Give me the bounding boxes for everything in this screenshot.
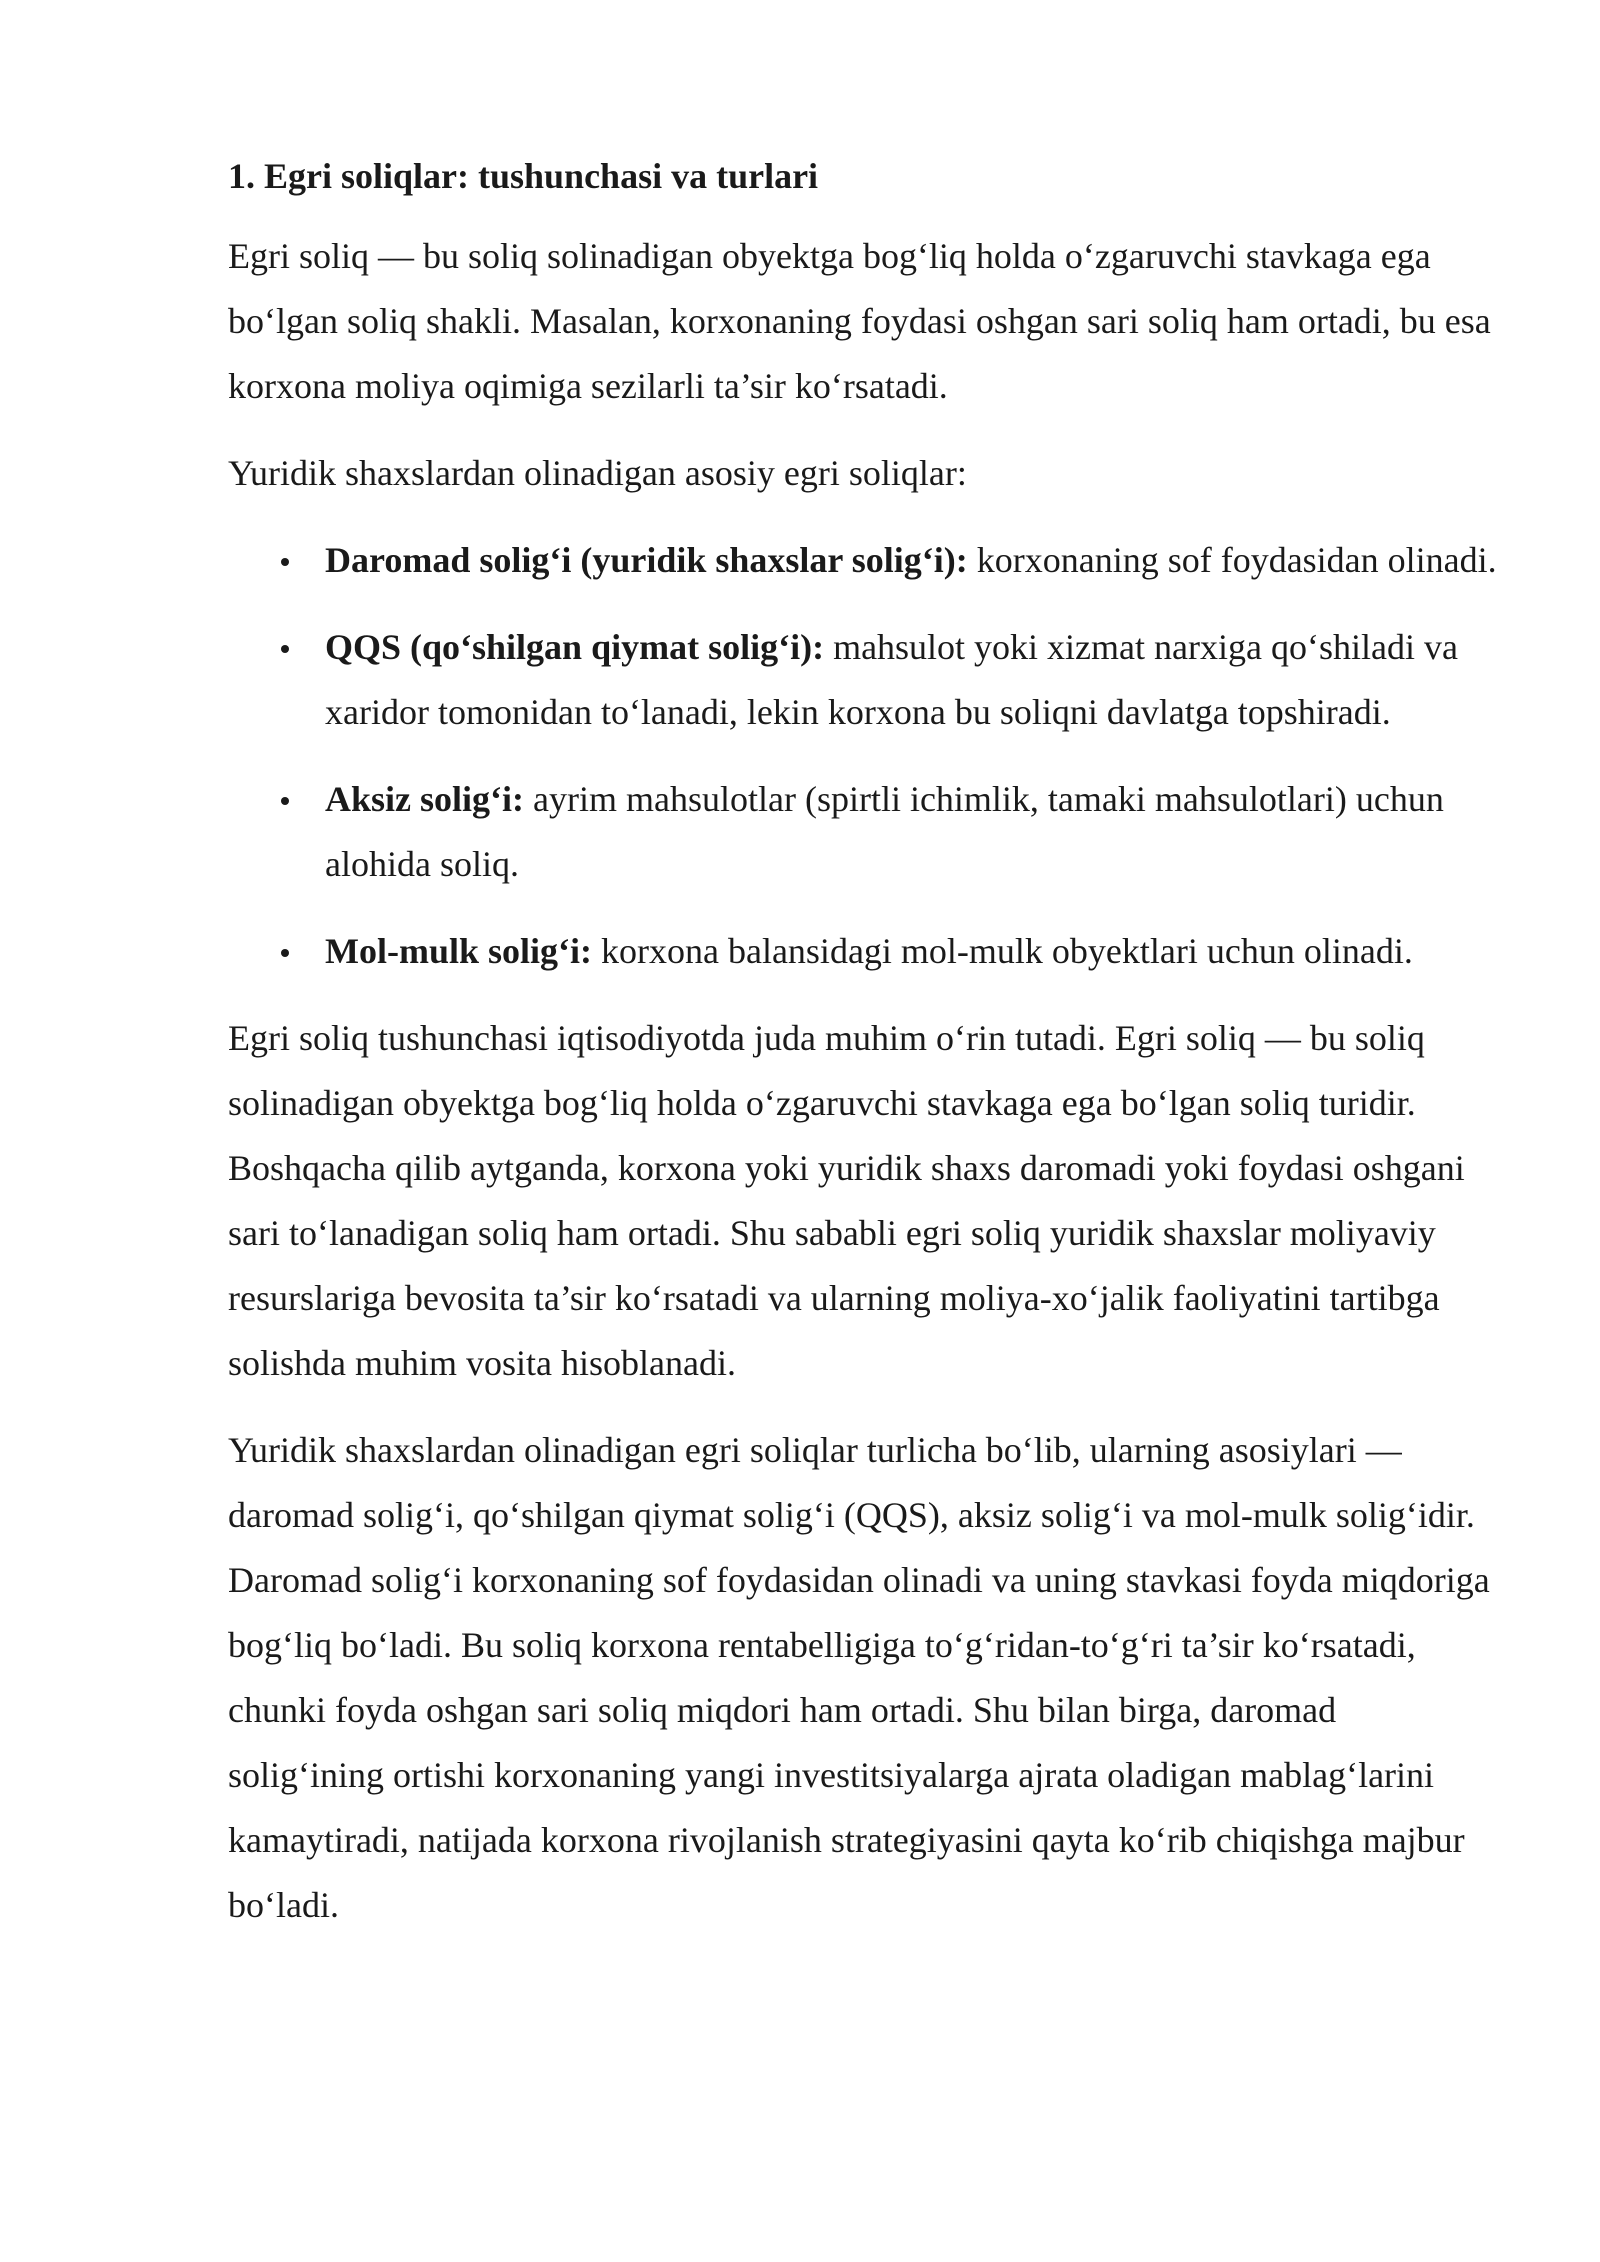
list-item [228, 615, 1500, 745]
list-item-term: Mol-mulk solig‘i: [325, 931, 592, 971]
list-item [228, 767, 1500, 897]
list-intro-paragraph: Yuridik shaxslardan olinadigan asosiy egri soliqlar: [228, 453, 967, 493]
list-item-text: korxonaning sof foydasidan olinadi. [967, 540, 1497, 580]
list-item-text: korxona balansidagi mol-mulk obyektlari uchun olinadi. [592, 931, 1413, 971]
section-heading: 1. Egri soliqlar: tushunchasi va turlari [228, 156, 819, 196]
intro-paragraph: Egri soliq — bu soliq solinadigan obyektga bog‘liq holda o‘zgaruvchi stavkaga ega bo‘lgan soliq shakli. Masalan, korxonaning foydasi oshgan sari soliq ham ortadi, bu esa korxona moliya oqimiga sezilarli ta’sir ko‘rsatadi. [228, 236, 1491, 406]
list-item-term: Aksiz solig‘i: [325, 779, 525, 819]
bullet-icon [281, 949, 289, 957]
body-paragraph: Yuridik shaxslardan olinadigan egri soliqlar turlicha bo‘lib, ularning asosiylari — daromad solig‘i, qo‘shilgan qiymat solig‘i (QQS), aksiz solig‘i va mol-mulk solig‘idir. Daromad solig‘i korxonaning sof foydasidan olinadi va uning stavkasi foyda miqdoriga bog‘liq bo‘ladi. Bu soliq korxona rentabelligiga to‘g‘ridan-to‘g‘ri ta’sir ko‘rsatadi, chunki foyda oshgan sari soliq miqdori ham ortadi. Shu bilan birga, daromad solig‘ining ortishi korxonaning yangi investitsiyalarga ajrata oladigan mablag‘larini kamaytiradi, natijada korxona rivojlanish strategiyasini qayta ko‘rib chiqishga majbur bo‘ladi. [228, 1430, 1490, 1925]
list-item [228, 528, 1500, 593]
list-item [228, 919, 1500, 984]
list-item-text: ayrim mahsulotlar (spirtli ichimlik, tamaki mahsulotlari) uchun alohida soliq. [325, 779, 1444, 884]
bullet-icon [281, 645, 289, 653]
tax-types-list [228, 528, 1500, 984]
list-item-text: mahsulot yoki xizmat narxiga qo‘shiladi va xaridor tomonidan to‘lanadi, lekin korxona bu soliqni davlatga topshiradi. [325, 627, 1458, 732]
list-item-term: QQS (qo‘shilgan qiymat solig‘i): [325, 627, 825, 667]
bullet-icon [281, 558, 289, 566]
list-item-term: Daromad solig‘i (yuridik shaxslar solig‘i): [325, 540, 968, 580]
bullet-icon [281, 797, 289, 805]
document-page [228, 150, 1500, 1960]
body-paragraph: Egri soliq tushunchasi iqtisodiyotda juda muhim o‘rin tutadi. Egri soliq — bu soliq solinadigan obyektga bog‘liq holda o‘zgaruvchi stavkaga ega bo‘lgan soliq turidir. Boshqacha qilib aytganda, korxona yoki yuridik shaxs daromadi yoki foydasi oshgani sari to‘lanadigan soliq ham ortadi. Shu sababli egri soliq yuridik shaxslar moliyaviy resurslariga bevosita ta’sir ko‘rsatadi va ularning moliya-xo‘jalik faoliyatini tartibga solishda muhim vosita hisoblanadi. [228, 1018, 1465, 1383]
